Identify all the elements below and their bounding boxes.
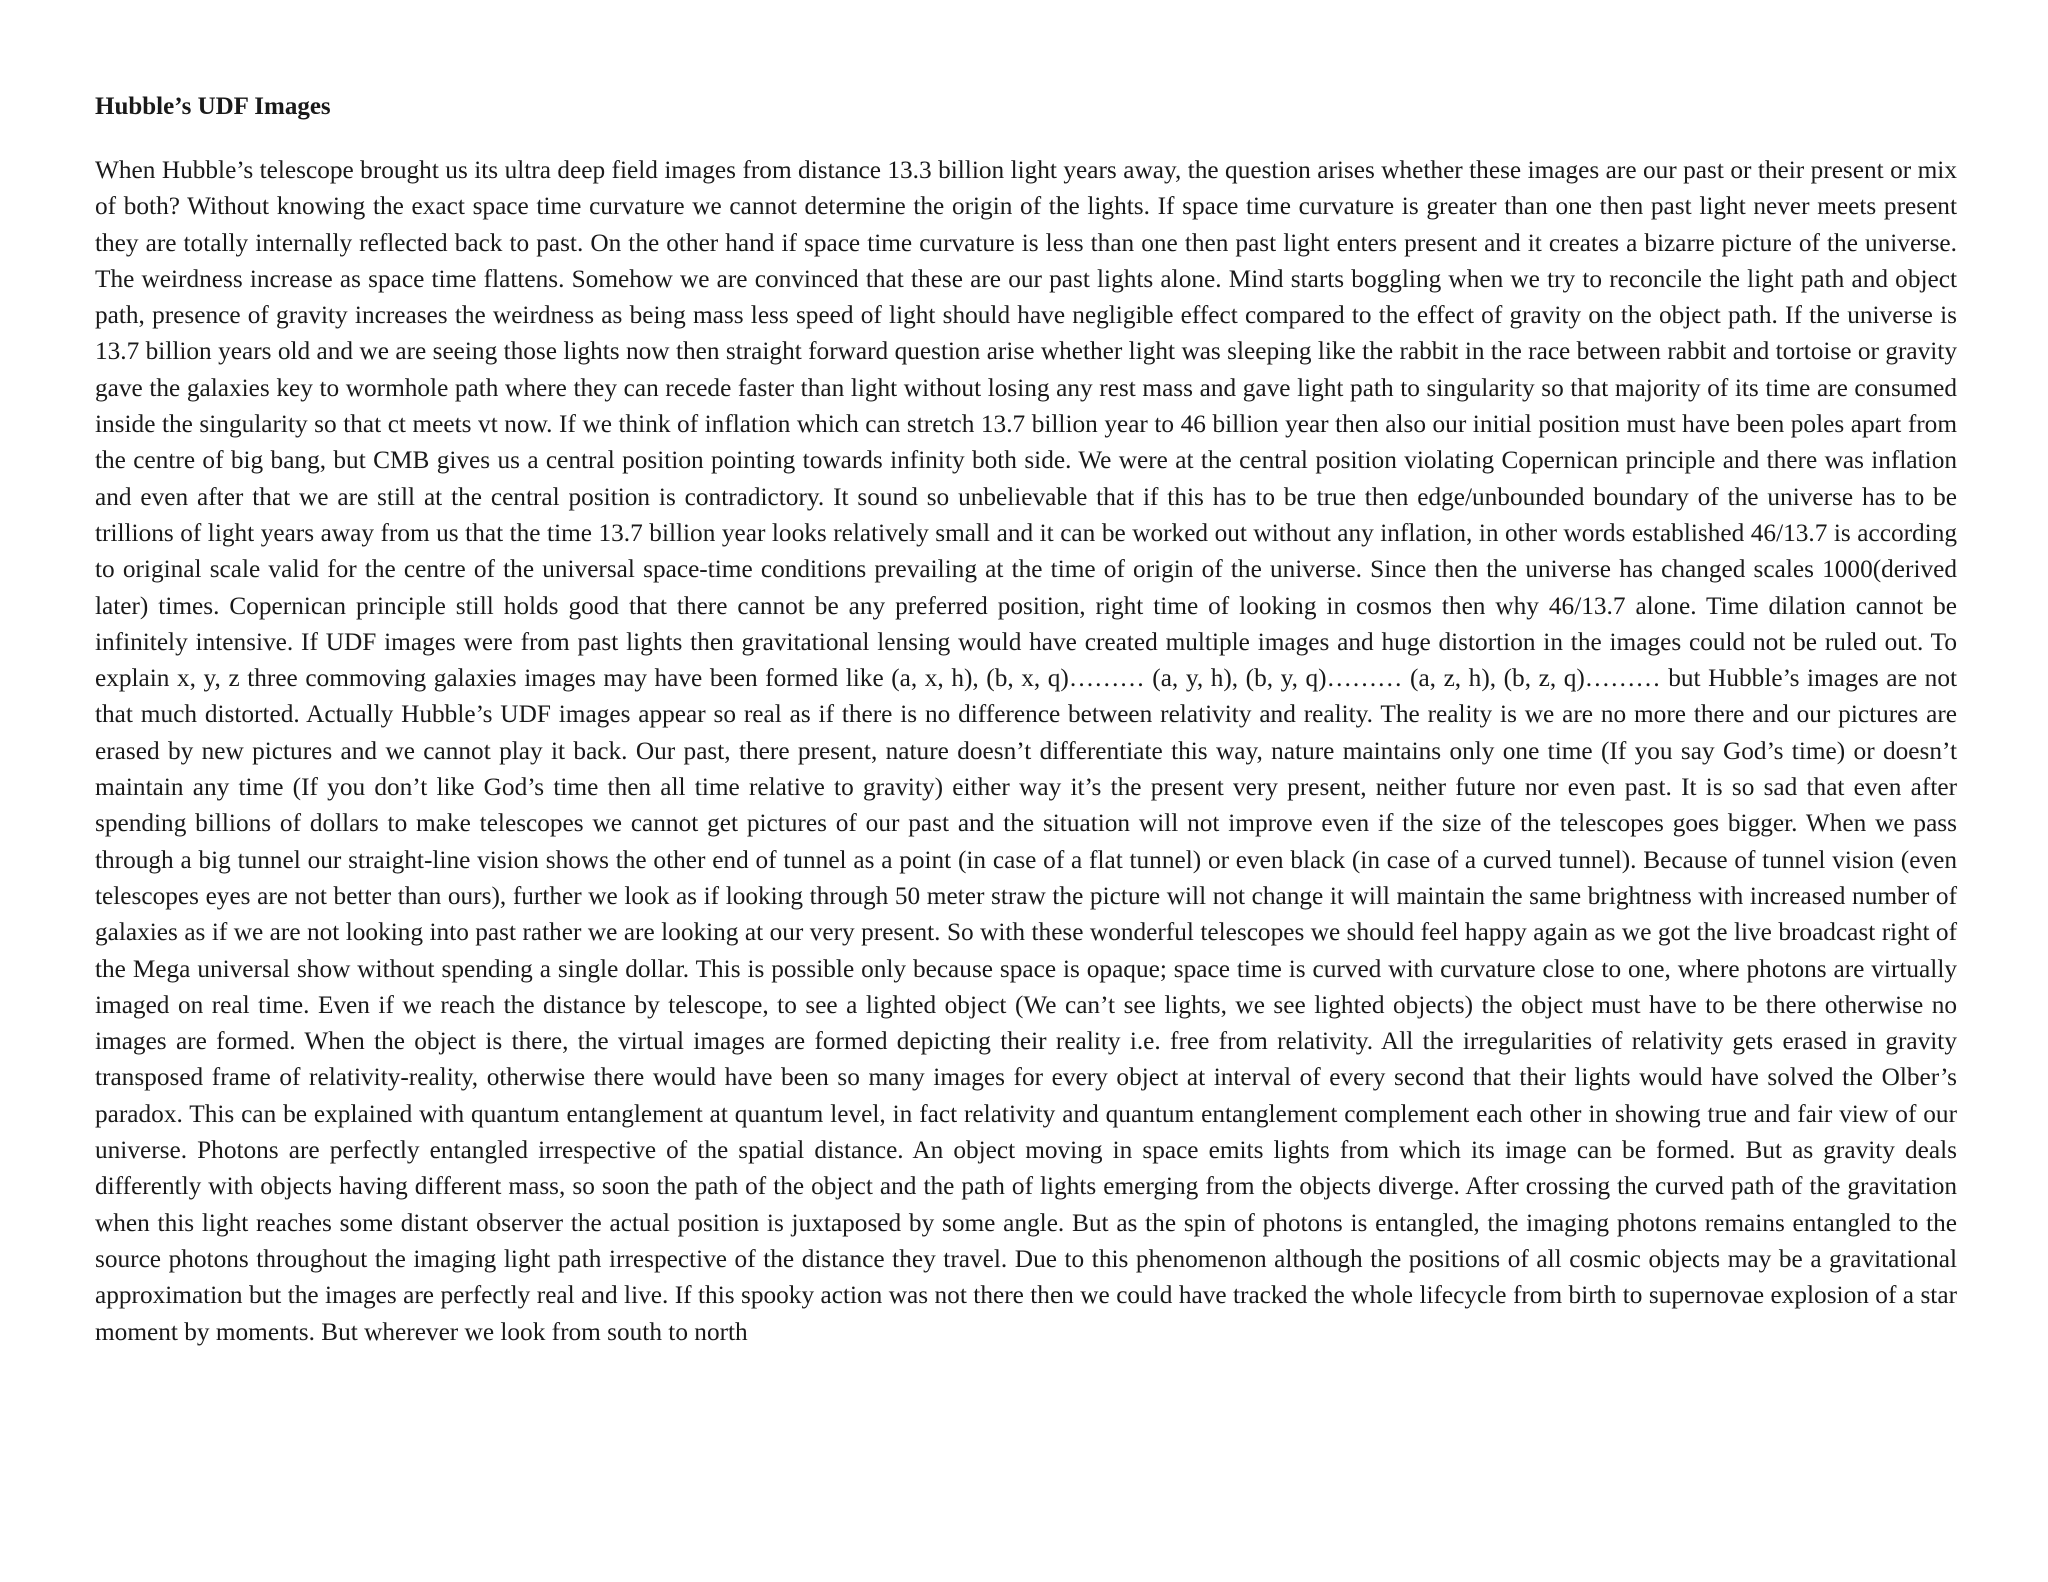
document-page [95,90,1957,1350]
body-paragraph: When Hubble’s telescope brought us its ultra deep field images from distance 13.3 billion light years away, the question arises whether these images are our past or their present or mix of both? Without knowing the exact space time curvature we cannot determine the origin of the lights. If space time curvature is greater than one then past light never meets present they are totally internally reflected back to past. On the other hand if space time curvature is less than one then past light enters present and it creates a bizarre picture of the universe. The weirdness increase as space time flattens. Somehow we are convinced that these are our past lights alone. Mind starts boggling when we try to reconcile the light path and object path, presence of gravity increases the weirdness as being mass less speed of light should have negligible effect compared to the effect of gravity on the object path. If the universe is 13.7 billion years old and we are seeing those lights now then straight forward question arise whether light was sleeping like the rabbit in the race between rabbit and tortoise or gravity gave the galaxies key to wormhole path where they can recede faster than light without losing any rest mass and gave light path to singularity so that majority of its time are consumed inside the singularity so that ct meets vt now. If we think of inflation which can stretch 13.7 billion year to 46 billion year then also our initial position must have been poles apart from the centre of big bang, but CMB gives us a central position pointing towards infinity both side. We were at the central position violating Copernican principle and there was inflation and even after that we are still at the central position is contradictory. It sound so unbelievable that if this has to be true then edge/unbounded boundary of the universe has to be trillions of light years away from us that the time 13.7 billion year looks relatively small and it can be worked out without any inflation, in other words established 46/13.7 is according to original scale valid for the centre of the universal space-time conditions prevailing at the time of origin of the universe. Since then the universe has changed scales 1000(derived later) times. Copernican principle still holds good that there cannot be any preferred position, right time of looking in cosmos then why 46/13.7 alone. Time dilation cannot be infinitely intensive. If UDF images were from past lights then gravitational lensing would have created multiple images and huge distortion in the images could not be ruled out. To explain x, y, z three commoving galaxies images may have been formed like (a, x, h), (b, x, q)……… (a, y, h), (b, y, q)……… (a, z, h), (b, z, q)……… but Hubble’s images are not that much distorted. Actually Hubble’s UDF images appear so real as if there is no difference between relativity and reality. The reality is we are no more there and our pictures are erased by new pictures and we cannot play it back. Our past, there present, nature doesn’t differentiate this way, nature maintains only one time (If you say God’s time) or doesn’t maintain any time (If you don’t like God’s time then all time relative to gravity) either way it’s the present very present, neither future nor even past. It is so sad that even after spending billions of dollars to make telescopes we cannot get pictures of our past and the situation will not improve even if the size of the telescopes goes bigger. When we pass through a big tunnel our straight-line vision shows the other end of tunnel as a point (in case of a flat tunnel) or even black (in case of a curved tunnel). Because of tunnel vision (even telescopes eyes are not better than ours), further we look as if looking through 50 meter straw the picture will not change it will maintain the same brightness with increased number of galaxies as if we are not looking into past rather we are looking at our very present. So with these wonderful telescopes we should feel happy again as we got the live broadcast right of the Mega universal show without spending a single dollar. This is possible only because space is opaque; space time is curved with curvature close to one, where photons are virtually imaged on real time. Even if we reach the distance by telescope, to see a lighted object (We can’t see lights, we see lighted objects) the object must have to be there otherwise no images are formed. When the object is there, the virtual images are formed depicting their reality i.e. free from relativity. All the irregularities of relativity gets erased in gravity transposed frame of relativity-reality, otherwise there would have been so many images for every object at interval of every second that their lights would have solved the Olber’s paradox. This can be explained with quantum entanglement at quantum level, in fact relativity and quantum entanglement complement each other in showing true and fair view of our universe. Photons are perfectly entangled irrespective of the spatial distance. An object moving in space emits lights from which its image can be formed. But as gravity deals differently with objects having different mass, so soon the path of the object and the path of lights emerging from the objects diverge. After crossing the curved path of the gravitation when this light reaches some distant observer the actual position is juxtaposed by some angle. But as the spin of photons is entangled, the imaging photons remains entangled to the source photons throughout the imaging light path irrespective of the distance they travel. Due to this phenomenon although the positions of all cosmic objects may be a gravitational approximation but the images are perfectly real and live. If this spooky action was not there then we could have tracked the whole lifecycle from birth to supernovae explosion of a star moment by moments. But wherever we look from south to north [95,156,1957,1346]
document-title: Hubble’s UDF Images [95,93,331,120]
